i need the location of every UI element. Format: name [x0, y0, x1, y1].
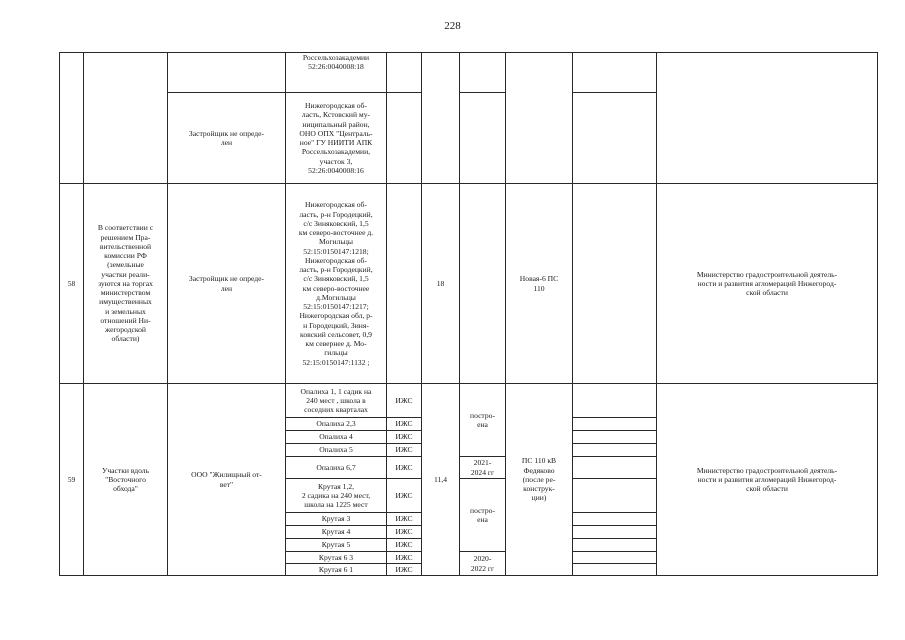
row-59-extra-cell	[573, 444, 657, 457]
row-57-ministry-cell	[657, 53, 878, 184]
row-57-num-cell	[60, 53, 84, 184]
table-row	[60, 184, 878, 384]
row-57-status-bottom-cell	[460, 93, 506, 184]
row-57-parcels-bottom: Нижегородская об- ласть, Кстовский му- ниципальный район, ОНО ОПХ "Централь- ное" ГУ НИИТИ АПК Россельхозакадемии, участок 3, 52:26:0040008:16	[286, 93, 387, 184]
row-59-value: 11,4	[422, 384, 460, 576]
row-59-item-name: Опалиха 6,7	[286, 457, 387, 479]
row-59-extra-cell	[573, 431, 657, 444]
data-table	[59, 52, 878, 576]
row-57-developer: Застройщик не опреде- лен	[168, 93, 286, 184]
row-59-extra-cell	[573, 384, 657, 418]
row-59-item-name: Опалиха 5	[286, 444, 387, 457]
row-59-item-type: ИЖС	[387, 418, 422, 431]
row-58-value: 18	[422, 184, 460, 384]
row-57-substation-cell	[506, 53, 573, 184]
row-59-item-name: Крутая 4	[286, 526, 387, 539]
row-59-extra-cell	[573, 513, 657, 526]
row-59-name: Участки вдоль "Восточного обхода"	[84, 384, 168, 576]
page-number: 228	[444, 20, 461, 32]
row-59-item-name: Крутая 5	[286, 539, 387, 552]
row-59-num: 59	[60, 384, 84, 576]
row-59-extra-cell	[573, 479, 657, 513]
row-59-item-type: ИЖС	[387, 564, 422, 576]
row-59-status-built-1: постро- ена	[460, 384, 506, 457]
row-59-status-built-2: постро- ена	[460, 479, 506, 552]
row-57-value-cell	[422, 53, 460, 184]
row-57-type-top-cell	[387, 53, 422, 93]
row-59-item-name: Крутая 1,2, 2 садика на 240 мест, школа на 1225 мест	[286, 479, 387, 513]
row-59-item-type: ИЖС	[387, 552, 422, 564]
row-57-parcels-top: Россельхозакадемии 52:26:0040008:18	[286, 53, 387, 93]
row-59-status-2020: 2020- 2022 гг	[460, 552, 506, 576]
row-58-basis: В соответствии с решением Пра- вительственной комиссии РФ (земельные участки реали- зуются на торгах министерством имущественных и земельных отношений Ни- жегородской области)	[84, 184, 168, 384]
row-59-item-type: ИЖС	[387, 384, 422, 418]
row-59-item-type: ИЖС	[387, 431, 422, 444]
row-57-extra-top-cell	[573, 53, 657, 93]
row-59-developer: ООО "Жилищный от- вет"	[168, 384, 286, 576]
row-58-developer: Застройщик не опреде- лен	[168, 184, 286, 384]
row-59-item-type: ИЖС	[387, 539, 422, 552]
row-59-substation: ПС 110 кВ Федяково (после ре- конструк- ции)	[506, 384, 573, 576]
row-59-item-type: ИЖС	[387, 479, 422, 513]
row-59-extra-cell	[573, 457, 657, 479]
row-59-ministry: Министерство градостроительной деятель- ности и развития агломераций Нижегород- ской области	[657, 384, 878, 576]
row-57-extra-bottom-cell	[573, 93, 657, 184]
row-59-item-type: ИЖС	[387, 457, 422, 479]
row-59-extra-cell	[573, 552, 657, 564]
row-58-type-cell	[387, 184, 422, 384]
row-59-extra-cell	[573, 564, 657, 576]
row-59-item-name: Опалиха 1, 1 садик на 240 мест , школа в соседних кварталах	[286, 384, 387, 418]
row-58-parcels: Нижегородская об- ласть, р-н Городецкий, с/с Зиняковский, 1,5 км северо-восточнее д. Могильцы 52:15:0150147:1218; Нижегородская об- ласть, р-н Городецкий, с/с Зиняковский, 1,5 км северо-восточнее д.Могильцы 52:15:0150147:1217; Нижегородская обл, р- н Городецкий, Зиня- ковский сельсовет, 0,9 км севернее д. Мо- гильцы 52:15:0150147:1132 ;	[286, 184, 387, 384]
row-59-status-2021: 2021- 2024 гг	[460, 457, 506, 479]
row-59-item-name: Опалиха 2,3	[286, 418, 387, 431]
row-57-type-bottom-cell	[387, 93, 422, 184]
row-58-extra-cell	[573, 184, 657, 384]
row-59-item-type: ИЖС	[387, 444, 422, 457]
row-57-developer-top-cell	[168, 53, 286, 93]
row-59-item-name: Опалиха 4	[286, 431, 387, 444]
row-59-item-name: Крутая 6 3	[286, 552, 387, 564]
row-59-extra-cell	[573, 418, 657, 431]
row-59-extra-cell	[573, 539, 657, 552]
row-59-item-type: ИЖС	[387, 513, 422, 526]
row-59-extra-cell	[573, 526, 657, 539]
row-59-item-type: ИЖС	[387, 526, 422, 539]
table-row	[60, 384, 878, 418]
row-57-status-top-cell	[460, 53, 506, 93]
row-57-basis-cell	[84, 53, 168, 184]
row-58-ministry: Министерство градостроительной деятель- ности и развития агломераций Нижегород- ской области	[657, 184, 878, 384]
row-58-substation: Новая-6 ПС 110	[506, 184, 573, 384]
table-row	[60, 53, 878, 93]
row-59-item-name: Крутая 3	[286, 513, 387, 526]
row-58-status-cell	[460, 184, 506, 384]
row-58-num: 58	[60, 184, 84, 384]
row-59-item-name: Крутая 6 1	[286, 564, 387, 576]
